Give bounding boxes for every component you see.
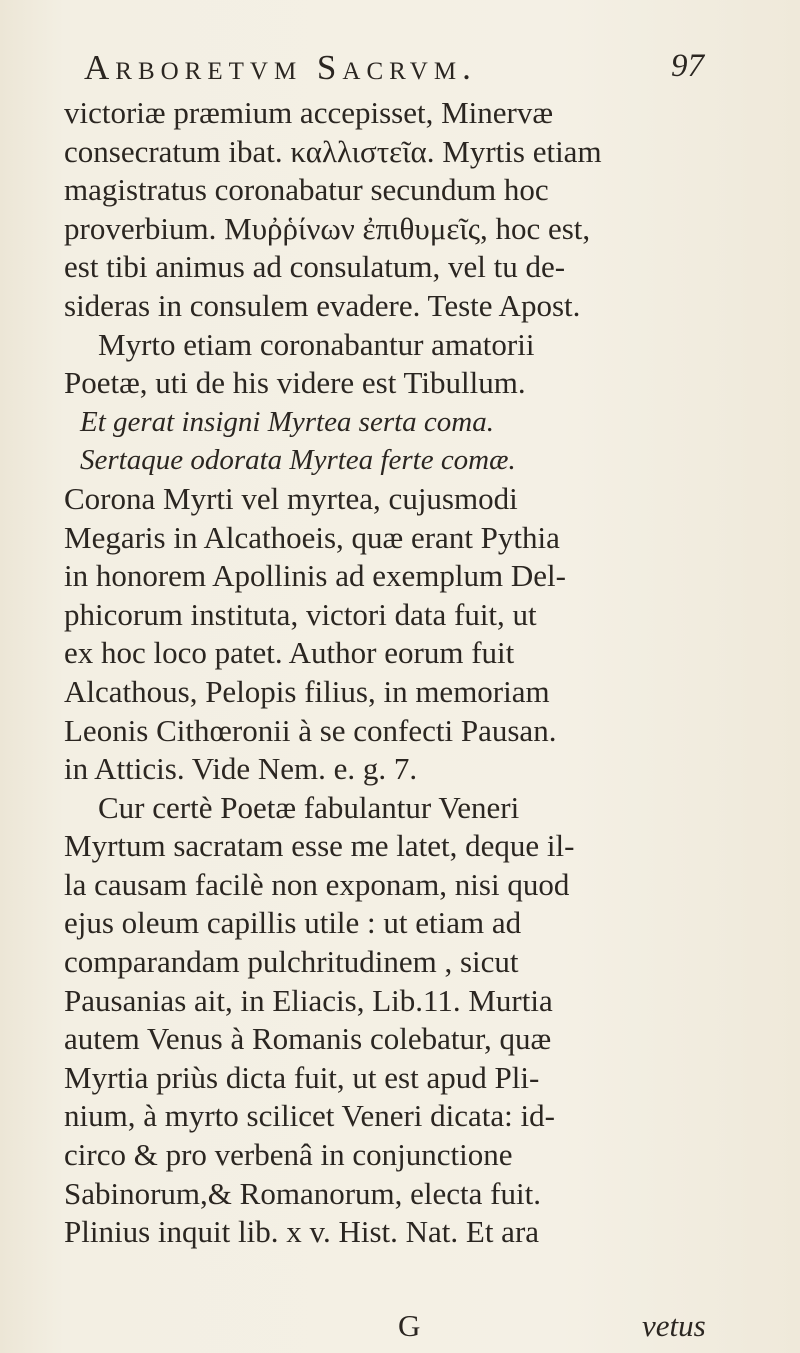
text-line: Myrtia priùs dicta fuit, ut est apud Pli- <box>64 1059 540 1095</box>
text-line: comparandam pulchritudinem , sicut <box>64 944 519 980</box>
text-line: Alcathous, Pelopis filius, in memoriam <box>64 673 550 709</box>
text-line: proverbium. Μυῤῥίνων ἐπιθυμεῖς, hoc est, <box>64 210 591 246</box>
text-line: nium, à myrto scilicet Veneri dicata: id- <box>64 1098 555 1134</box>
text-line: ejus oleum capillis utile : ut etiam ad <box>64 905 522 941</box>
text-line: Myrtum sacratam esse me latet, deque il- <box>64 828 575 864</box>
body-text <box>64 94 760 1252</box>
text-line: Sabinorum,& Romanorum, electa fuit. <box>64 1175 541 1211</box>
text-line: sideras in consulem evadere. Teste Apost. <box>64 287 581 323</box>
text-line: Megaris in Alcathoeis, quæ erant Pythia <box>64 519 560 555</box>
text-line: autem Venus à Romanis colebatur, quæ <box>64 1021 552 1057</box>
text-line: ex hoc loco patet. Author eorum fuit <box>64 635 515 671</box>
signature-mark: G <box>398 1308 421 1343</box>
running-head <box>64 26 760 88</box>
verse-line: Sertaque odorata Myrtea ferte comæ. <box>80 444 516 477</box>
text-line: Corona Myrti vel myrtea, cujusmodi <box>64 480 518 516</box>
text-line: Poetæ, uti de his videre est Tibullum. <box>64 365 526 401</box>
text-line: consecratum ibat. καλλιστεῖα. Myrtis etiam <box>64 133 602 169</box>
page-footer <box>0 1308 800 1348</box>
text-line: est tibi animus ad consulatum, vel tu de- <box>64 249 566 285</box>
verse-line: Et gerat insigni Myrtea serta coma. <box>80 405 495 438</box>
text-line: in honorem Apollinis ad exemplum Del- <box>64 558 566 594</box>
text-line: la causam facilè non exponam, nisi quod <box>64 866 570 902</box>
text-line: Plinius inquit lib. x v. Hist. Nat. Et ara <box>64 1214 540 1250</box>
catchword: vetus <box>642 1308 706 1343</box>
text-line: Cur certè Poetæ fabulantur Veneri <box>98 789 520 825</box>
text-line: Leonis Cithœronii à se confecti Pausan. <box>64 712 557 748</box>
text-line: circo & pro verbenâ in conjunctione <box>64 1137 513 1173</box>
page-number: 97 <box>671 48 704 84</box>
text-line: Pausanias ait, in Eliacis, Lib.11. Murtia <box>64 982 553 1018</box>
text-line: Myrto etiam coronabantur amatorii <box>98 326 535 362</box>
text-line: magistratus coronabatur secundum hoc <box>64 172 549 208</box>
text-line: in Atticis. Vide Nem. e. g. 7. <box>64 751 418 787</box>
running-head-title: Arboretvm Sacrvm. <box>84 48 477 87</box>
text-line: phicorum instituta, victori data fuit, ut <box>64 596 537 632</box>
text-line: victoriæ præmium accepisset, Minervæ <box>64 95 554 130</box>
